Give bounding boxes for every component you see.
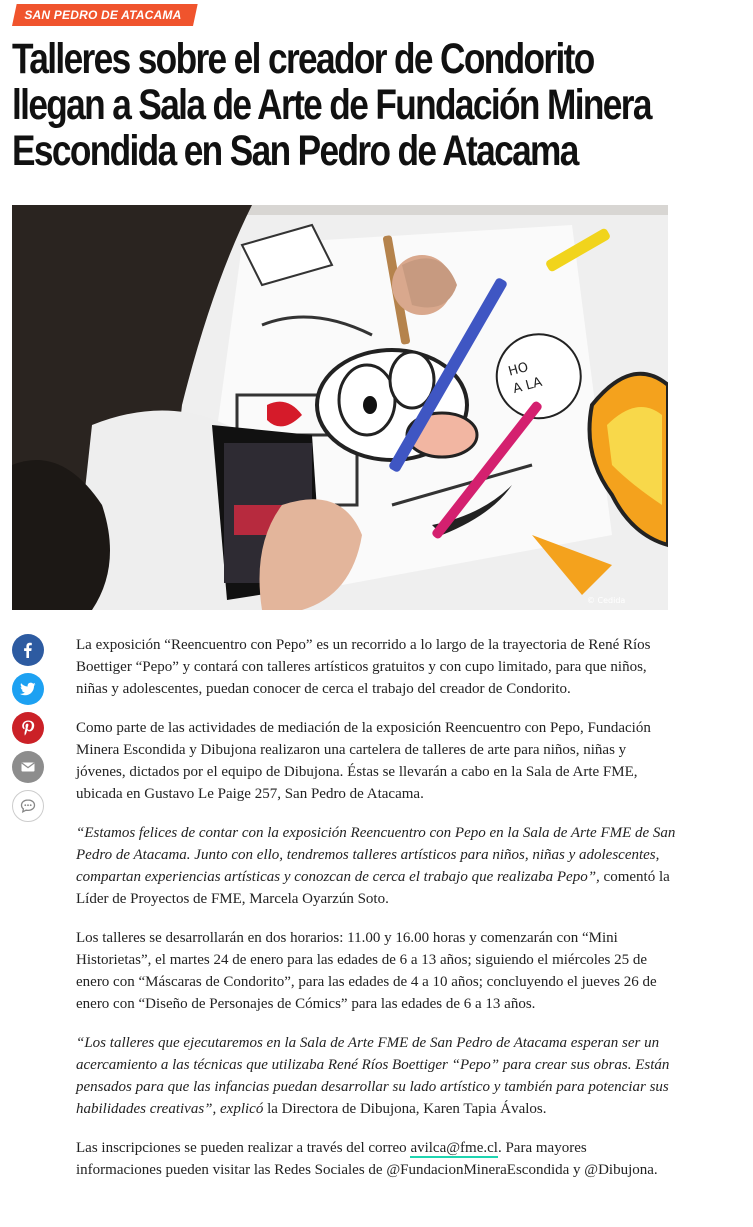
facebook-icon bbox=[20, 642, 36, 658]
quote-tapia: “Los talleres que ejecutaremos en la Sala de Arte FME de San Pedro de Atacama esperan ser un acercamiento a las técnicas que utilizaba René Ríos Boettiger “Pepo” para crear sus obras. Están pensados para que las infancias puedan desarrollar su lado artístico y también para potenciar sus habilidades creativas”, explicó bbox=[76, 1035, 670, 1117]
article-headline bbox=[12, 35, 651, 175]
pinterest-share-button[interactable] bbox=[12, 712, 44, 744]
informaciones-text: . Para mayores informaciones pueden visitar las Redes Sociales de @FundacionMineraEscondida y @Dibujona. bbox=[76, 1140, 658, 1178]
share-bar bbox=[12, 634, 44, 829]
headline-line-3: Escondida en San Pedro de Atacama bbox=[12, 127, 578, 175]
category-label: SAN PEDRO DE ATACAMA bbox=[24, 8, 182, 22]
hero-illustration bbox=[12, 205, 668, 610]
paragraph-5 bbox=[76, 1032, 676, 1120]
paragraph-1: La exposición “Reencuentro con Pepo” es un recorrido a lo largo de la trayectoria de René Ríos Boettiger “Pepo” y contará con talleres artísticos gratuitos y con cupo limitado, para que niños, niñas y adolescentes, puedan conocer de cerca el trabajo del creador de Condorito. bbox=[76, 637, 651, 697]
inscripciones-text: Las inscripciones se pueden realizar a través del correo bbox=[76, 1140, 411, 1156]
facebook-share-button[interactable] bbox=[12, 634, 44, 666]
article-body bbox=[76, 634, 676, 1198]
pinterest-icon bbox=[20, 720, 36, 736]
email-link[interactable]: avilca@fme.cl bbox=[410, 1140, 498, 1156]
attribution-oyarzun: comentó la Líder de Proyectos de FME, Marcela Oyarzún Soto. bbox=[76, 869, 670, 907]
headline-line-1: Talleres sobre el creador de Condorito bbox=[12, 35, 594, 83]
paragraph-2: Como parte de las actividades de mediación de la exposición Reencuentro con Pepo, Fundación Minera Escondida y Dibujona realizaron una cartelera de talleres de arte para niños, niñas y jóvenes, dictados por el equipo de Dibujona. Éstas se llevarán a cabo en la Sala de Arte FME, ubicada en Gustavo Le Paige 257, San Pedro de Atacama. bbox=[76, 720, 651, 802]
hero-image bbox=[12, 205, 668, 610]
hero-credit: © Cedida bbox=[587, 596, 626, 605]
email-icon bbox=[20, 759, 36, 775]
svg-text:A LA: A LA bbox=[511, 374, 544, 397]
attribution-tapia: la Directora de Dibujona, Karen Tapia Ávalos. bbox=[263, 1101, 547, 1117]
twitter-icon bbox=[20, 681, 36, 697]
comment-button[interactable] bbox=[12, 790, 44, 822]
twitter-share-button[interactable] bbox=[12, 673, 44, 705]
paragraph-6 bbox=[76, 1137, 676, 1181]
headline-line-2: llegan a Sala de Arte de Fundación Minera bbox=[12, 81, 651, 129]
comment-icon bbox=[20, 798, 36, 814]
email-share-button[interactable] bbox=[12, 751, 44, 783]
category-tag[interactable] bbox=[12, 4, 198, 26]
paragraph-3 bbox=[76, 822, 676, 910]
paragraph-4: Los talleres se desarrollarán en dos horarios: 11.00 y 16.00 horas y comenzarán con “Mini Historietas”, el martes 24 de enero para las edades de 6 a 13 años; siguiendo el miércoles 25 de enero con “Máscaras de Condorito”, para las edades de 4 a 10 años; concluyendo el jueves 26 de enero con “Diseño de Personajes de Cómics” para las edades de 6 a 13 años. bbox=[76, 930, 657, 1012]
quote-oyarzun: “Estamos felices de contar con la exposición Reencuentro con Pepo en la Sala de Arte FME de San Pedro de Atacama. Junto con ello, tendremos talleres artísticos para niños, niñas y adolescentes, compartan experiencias artísticas y conozcan de cerca el trabajo que realizaba Pepo”, bbox=[76, 825, 676, 885]
svg-text:HO: HO bbox=[506, 359, 530, 380]
